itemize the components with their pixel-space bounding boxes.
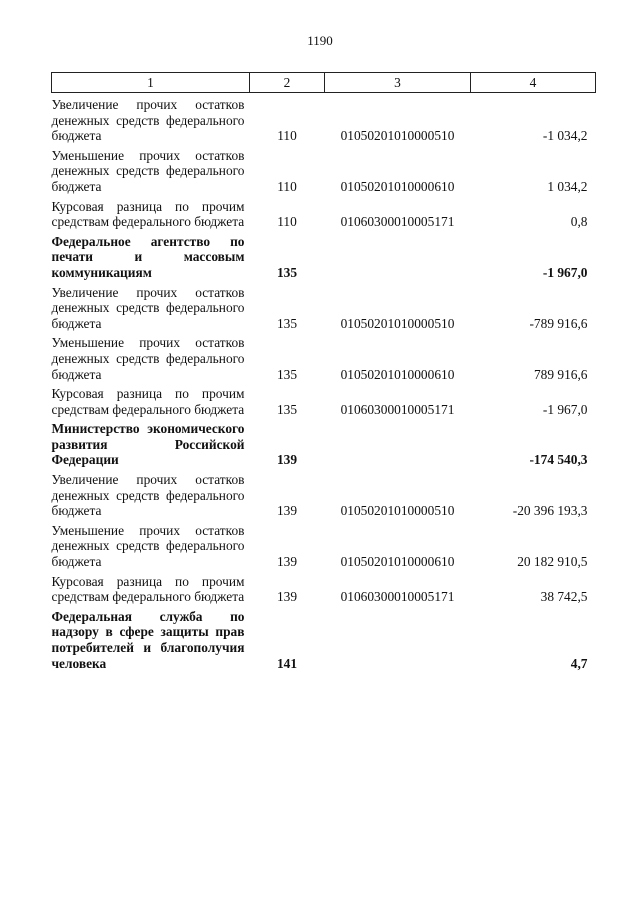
table-row: [52, 382, 596, 417]
row-name: Увеличение прочих остатков денежных средств федерального бюджета: [51, 97, 245, 144]
row-name: Увеличение прочих остатков денежных средств федерального бюджета: [51, 472, 245, 519]
row-name: Курсовая разница по прочим средствам федерального бюджета: [51, 386, 245, 417]
table-row: [52, 570, 596, 605]
row-name: Курсовая разница по прочим средствам федерального бюджета: [51, 573, 245, 605]
row-budget-code: [325, 230, 471, 281]
row-amount: -20 396 193,3: [512, 503, 588, 519]
table-row: [52, 93, 596, 144]
row-code: 139: [276, 503, 298, 519]
row-amount: 38 742,5: [540, 589, 588, 605]
row-code: 139: [276, 589, 298, 605]
section-row: [52, 417, 596, 468]
section-row: [52, 605, 596, 671]
row-budget-code: 01050201010000510: [340, 315, 455, 331]
column-header-row: [52, 73, 596, 93]
table-row: [52, 144, 596, 195]
row-code: 135: [276, 315, 298, 331]
row-amount: -174 540,3: [529, 452, 588, 468]
row-amount: -1 967,0: [542, 401, 588, 417]
row-code: 139: [276, 554, 298, 570]
row-budget-code: [325, 605, 471, 671]
table-row: [52, 331, 596, 382]
row-budget-code: 01060300010005171: [340, 589, 455, 605]
row-amount: -789 916,6: [529, 315, 588, 331]
row-name: Увеличение прочих остатков денежных средств федерального бюджета: [51, 284, 245, 331]
row-amount: 20 182 910,5: [517, 554, 588, 570]
table-row: [52, 468, 596, 519]
row-amount: -1 967,0: [542, 264, 588, 280]
row-budget-code: 01060300010005171: [340, 214, 455, 230]
row-amount: -1 034,2: [542, 128, 588, 144]
row-budget-code: [325, 417, 471, 468]
column-header-3: 3: [325, 73, 471, 93]
row-name: Уменьшение прочих остатков денежных средств федерального бюджета: [51, 522, 245, 570]
row-name: Министерство экономического развития Российской Федерации: [51, 421, 245, 468]
row-name: Курсовая разница по прочим средствам федерального бюджета: [51, 198, 245, 230]
row-budget-code: 01050201010000610: [340, 554, 455, 570]
table-row: [52, 519, 596, 570]
table-row: [52, 281, 596, 332]
row-amount: 789 916,6: [533, 366, 588, 382]
column-header-2: 2: [250, 73, 325, 93]
row-amount: 1 034,2: [547, 178, 588, 194]
row-budget-code: 01050201010000610: [340, 366, 455, 382]
table-row: [52, 195, 596, 230]
column-header-4: 4: [471, 73, 596, 93]
row-code: 135: [276, 401, 298, 417]
row-code: 135: [276, 264, 298, 280]
row-budget-code: 01060300010005171: [340, 401, 455, 417]
row-code: 110: [277, 178, 297, 194]
table-body: [52, 93, 596, 672]
row-name: Уменьшение прочих остатков денежных средств федерального бюджета: [51, 147, 245, 194]
row-code: 135: [276, 366, 298, 382]
row-code: 139: [276, 452, 298, 468]
row-budget-code: 01050201010000510: [340, 503, 455, 519]
row-name: Уменьшение прочих остатков денежных средств федерального бюджета: [51, 335, 245, 382]
page-number: 1190: [307, 33, 333, 48]
column-header-1: 1: [52, 73, 250, 93]
row-name: Федеральное агентство по печати и массовым коммуникациям: [51, 233, 245, 280]
row-budget-code: 01050201010000510: [340, 128, 455, 144]
row-name: Федеральная служба по надзору в сфере защиты прав потребителей и благополучия человека: [51, 608, 245, 671]
row-budget-code: 01050201010000610: [340, 178, 455, 194]
section-row: [52, 230, 596, 281]
budget-table: [51, 72, 596, 671]
row-code: 110: [277, 214, 297, 230]
row-amount: 0,8: [570, 214, 588, 230]
row-amount: 4,7: [570, 655, 588, 671]
row-code: 141: [276, 655, 298, 671]
row-code: 110: [277, 128, 297, 144]
